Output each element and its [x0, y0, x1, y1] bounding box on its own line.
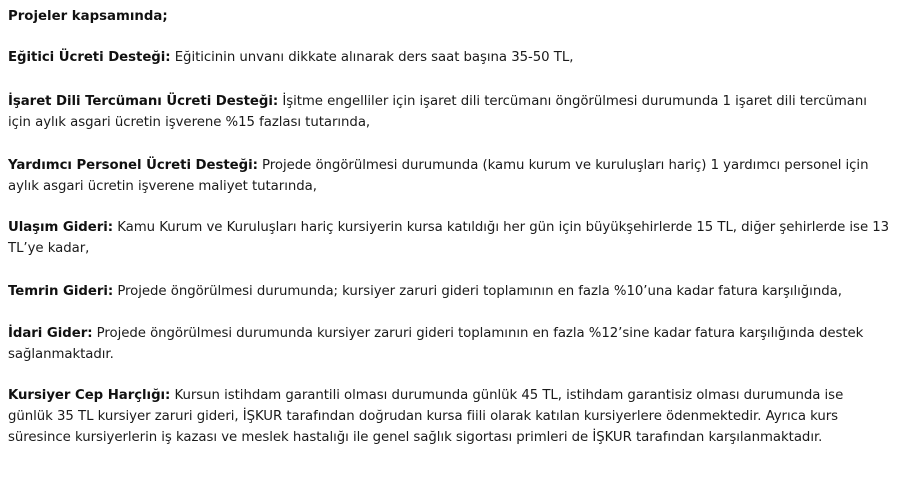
item-text: Eğiticinin unvanı dikkate alınarak ders saat başına 35-50 TL,	[170, 50, 574, 65]
item-label: Eğitici Ücreti Desteği:	[8, 50, 171, 65]
item-label: İşaret Dili Tercümanı Ücreti Desteği:	[8, 94, 279, 109]
item-text: Projede öngörülmesi durumunda; kursiyer zaruri gideri toplamının en fazla %10’una kadar fatura karşılığında,	[113, 284, 842, 299]
paragraph-trainer-fee	[8, 47, 892, 68]
item-label: Kursiyer Cep Harçlığı:	[8, 388, 171, 403]
paragraph-admin-cost	[8, 323, 892, 365]
item-text: Kursun istihdam garantili olması durumunda günlük 45 TL, istihdam garantisiz olması durumunda ise günlük 35 TL kursiyer zaruri gideri, İŞKUR tarafından doğrudan kursa fiili olarak katılan kursiyerlere ödenmektedir. Ayrıca kurs süresince kursiyerlerin iş kazası ve meslek hastalığı ile genel sağlık sigortası primleri de İŞKUR tarafından karşılanmaktadır.	[8, 388, 844, 445]
item-text: Kamu Kurum ve Kuruluşları hariç kursiyerin kursa katıldığı her gün için büyükşehirlerde 15 TL, diğer şehirlerde ise 13 TL’ye kadar,	[8, 220, 890, 256]
section-heading: Projeler kapsamında;	[8, 9, 168, 24]
paragraph-transport-cost	[8, 217, 892, 259]
item-label: Ulaşım Gideri:	[8, 220, 114, 235]
item-text: İşitme engelliler için işaret dili tercümanı öngörülmesi durumunda 1 işaret dili tercümanı için aylık asgari ücretin işverene %15 fazlası tutarında,	[8, 94, 867, 130]
paragraph-sign-language-fee	[8, 91, 892, 133]
item-label: Yardımcı Personel Ücreti Desteği:	[8, 158, 258, 173]
item-label: İdari Gider:	[8, 326, 93, 341]
paragraph-assistant-staff-fee	[8, 155, 892, 197]
paragraph-practice-cost	[8, 281, 892, 302]
item-text: Projede öngörülmesi durumunda kursiyer zaruri gideri toplamının en fazla %12’sine kadar fatura karşılığında destek sağlanmaktadır.	[8, 326, 864, 362]
paragraph-pocket-money	[8, 385, 892, 448]
item-text: Projede öngörülmesi durumunda (kamu kurum ve kuruluşları hariç) 1 yardımcı personel için aylık asgari ücretin işverene maliyet tutarında,	[8, 158, 869, 194]
item-label: Temrin Gideri:	[8, 284, 114, 299]
